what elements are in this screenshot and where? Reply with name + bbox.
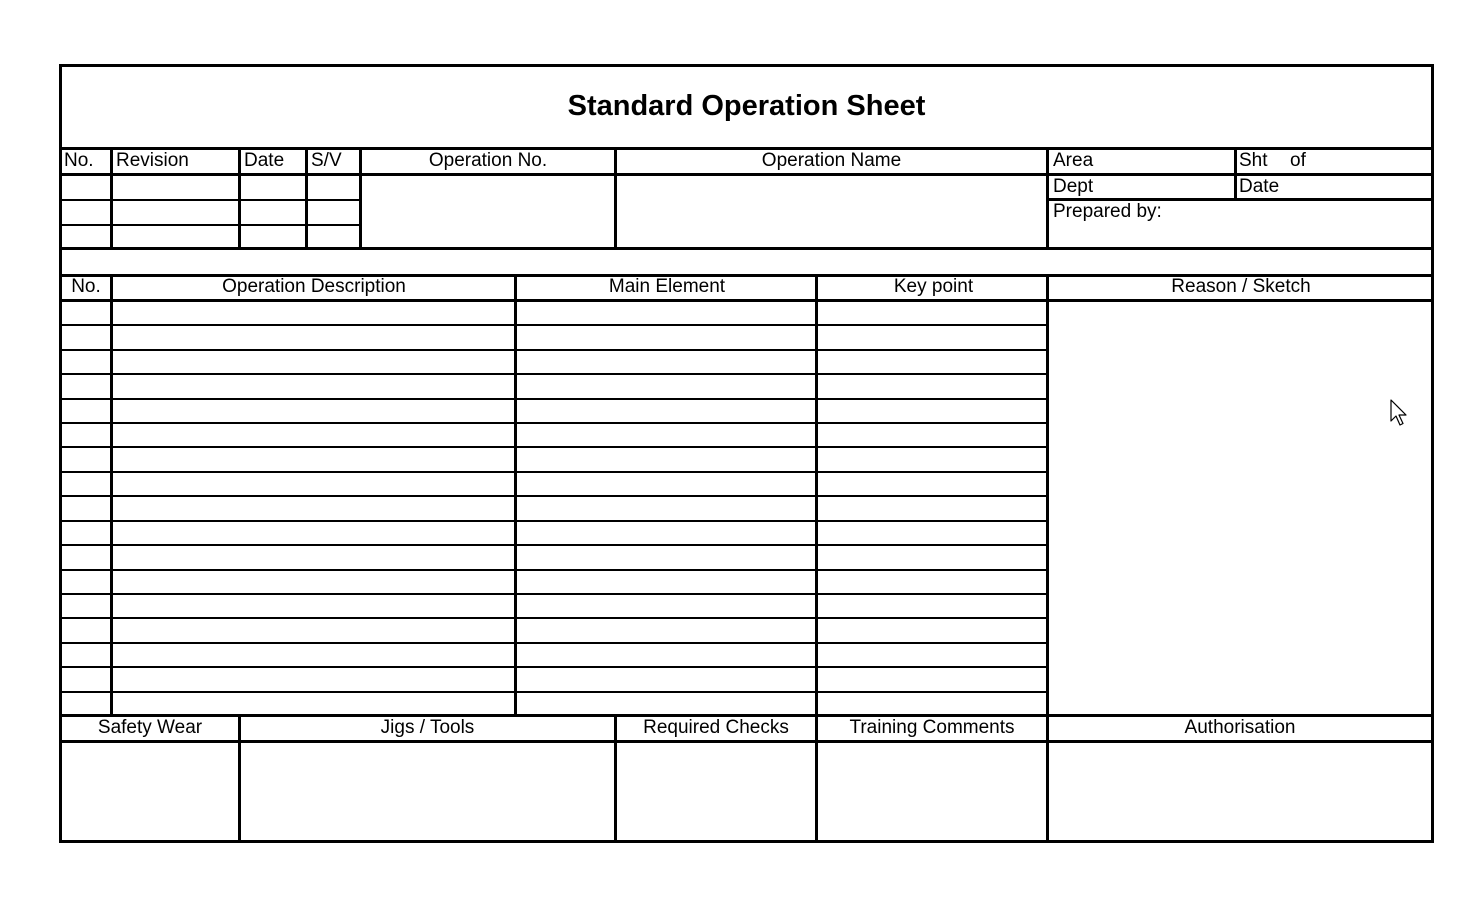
steps-col-operation-description: Operation Description bbox=[222, 276, 406, 297]
table-row-line bbox=[61, 617, 1048, 619]
table-row-line bbox=[61, 593, 1048, 595]
arrow-pointer-icon bbox=[1390, 399, 1410, 429]
table-row-line bbox=[61, 569, 1048, 571]
header-date-right-label: Date bbox=[1239, 176, 1280, 197]
steps-col-main-element: Main Element bbox=[608, 276, 726, 297]
footer-safety-wear-label: Safety Wear bbox=[97, 717, 203, 738]
steps-v-desc bbox=[514, 274, 517, 717]
outer-border-bottom bbox=[59, 840, 1434, 843]
table-row-line bbox=[61, 691, 1048, 693]
header-sht-label: Sht bbox=[1239, 150, 1268, 171]
header-operation-name-label: Operation Name bbox=[761, 150, 902, 171]
table-row-line bbox=[61, 471, 1048, 473]
footer-header-line bbox=[59, 740, 1434, 743]
table-row-line bbox=[61, 373, 1048, 375]
rev-row-line-2 bbox=[61, 224, 360, 226]
hdr-v-opname bbox=[1046, 147, 1049, 250]
header-label-line bbox=[59, 173, 1434, 176]
steps-v-no bbox=[110, 274, 113, 717]
table-row-line bbox=[61, 666, 1048, 668]
outer-border-right bbox=[1431, 64, 1434, 843]
footer-jigs-tools-label: Jigs / Tools bbox=[380, 717, 475, 738]
header-sv-label: S/V bbox=[311, 150, 342, 171]
header-revision-label: Revision bbox=[116, 150, 189, 171]
hdr-v-area bbox=[1234, 147, 1237, 201]
table-row-line bbox=[61, 324, 1048, 326]
footer-training-comments-label: Training Comments bbox=[849, 717, 1015, 738]
header-date-label: Date bbox=[244, 150, 285, 171]
table-row-line bbox=[61, 398, 1048, 400]
header-dept-label: Dept bbox=[1053, 176, 1094, 197]
header-bottom-line bbox=[59, 247, 1434, 250]
steps-col-key-point: Key point bbox=[893, 276, 974, 297]
table-row-line bbox=[61, 349, 1048, 351]
steps-col-reason-sketch: Reason / Sketch bbox=[1171, 276, 1311, 297]
hdr-v-no bbox=[110, 147, 113, 250]
table-row-line bbox=[61, 520, 1048, 522]
header-of-label: of bbox=[1290, 150, 1306, 171]
rev-row-line-1 bbox=[61, 199, 360, 201]
steps-v-key bbox=[1046, 274, 1049, 717]
header-no-label: No. bbox=[64, 150, 94, 171]
header-prepared-by-label: Prepared by: bbox=[1053, 201, 1162, 222]
footer-required-checks-label: Required Checks bbox=[643, 717, 789, 738]
hdr-v-date bbox=[305, 147, 308, 250]
steps-v-main bbox=[815, 274, 818, 717]
page-title: Standard Operation Sheet bbox=[567, 90, 926, 122]
table-row-line bbox=[61, 544, 1048, 546]
header-area-label: Area bbox=[1053, 150, 1094, 171]
outer-border-top bbox=[59, 64, 1434, 67]
hdr-v-rev bbox=[238, 147, 241, 250]
steps-col-no: No. bbox=[71, 276, 101, 297]
header-operation-no-label: Operation No. bbox=[428, 150, 548, 171]
table-row-line bbox=[61, 495, 1048, 497]
footer-authorisation-label: Authorisation bbox=[1184, 717, 1296, 738]
table-row-line bbox=[61, 446, 1048, 448]
steps-header-line bbox=[59, 299, 1434, 302]
table-row-line bbox=[61, 642, 1048, 644]
table-row-line bbox=[61, 422, 1048, 424]
